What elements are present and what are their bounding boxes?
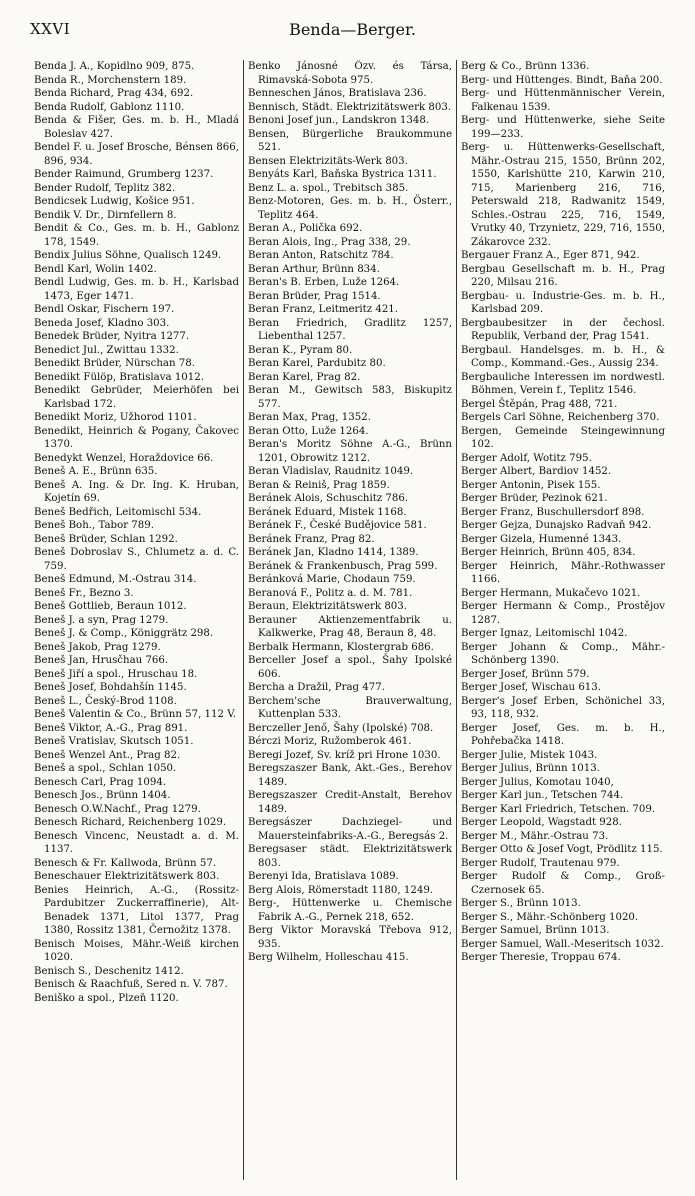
directory-entry: Berg-, Hüttenwerke u. Chemische Fabrik A.-G., Pernek 218, 652. bbox=[248, 898, 452, 923]
directory-entry: Beránková Marie, Chodaun 759. bbox=[248, 574, 416, 585]
directory-entry: Berger Josef, Ges. m. b. H., Pohřebačka 1418. bbox=[461, 722, 665, 747]
directory-entry: Beneš Bedřich, Leitomischl 534. bbox=[34, 506, 202, 518]
directory-entry: Benedikt Moriz, Užhorod 1101. bbox=[34, 412, 197, 423]
page-number: XXVI bbox=[30, 20, 71, 38]
directory-entry: Beneš Josef, Bohdahšín 1145. bbox=[34, 682, 187, 693]
directory-entry: Berger Heinrich, Brünn 405, 834. bbox=[461, 547, 636, 558]
directory-entry: Berger Gizela, Humenné 1343. bbox=[461, 533, 622, 545]
directory-entry: Beran & Reiniš, Prag 1859. bbox=[248, 479, 390, 491]
directory-entry: Berger Antonin, Pisek 155. bbox=[461, 479, 601, 491]
directory-entry: Berczeller Jenő, Šahy (Ipolské) 708. bbox=[248, 722, 434, 734]
directory-entry: Berger Gejza, Dunajsko Radvaň 942. bbox=[461, 520, 652, 531]
directory-entry: Beneš a spol., Schlan 1050. bbox=[34, 763, 177, 774]
directory-entry: Bercha a Dražil, Prag 477. bbox=[248, 682, 385, 693]
directory-entry: Berger's Josef Erben, Schönichel 33, 93, 118, 932. bbox=[461, 695, 665, 720]
directory-entry: Berger Karl jun., Tetschen 744. bbox=[461, 790, 624, 801]
directory-entry: Bendl Oskar, Fischern 197. bbox=[34, 304, 175, 315]
directory-entry: Beránek Eduard, Mistek 1168. bbox=[248, 506, 407, 518]
page-header bbox=[28, 12, 677, 40]
directory-entry: Berger Leopold, Wagstadt 928. bbox=[461, 817, 622, 828]
directory-entry: Berger Adolf, Wotitz 795. bbox=[461, 452, 592, 464]
directory-entry: Berger Otto & Josef Vogt, Prödlitz 115. bbox=[461, 844, 663, 855]
directory-entry: Berg- und Hüttenges. Bindt, Baňa 200. bbox=[461, 74, 663, 86]
directory-entry: Berger Ignaz, Leitomischl 1042. bbox=[461, 628, 628, 639]
directory-entry: Berchem'sche Brauverwaltung, Kuttenplan 533. bbox=[248, 695, 452, 720]
directory-entry: Berg Alois, Römerstadt 1180, 1249. bbox=[248, 884, 434, 896]
directory-entry: Berger Albert, Bardiov 1452. bbox=[461, 466, 612, 477]
directory-entry: Beneš Jiří a spol., Hruschau 18. bbox=[34, 668, 198, 680]
directory-entry: Bergels Carl Söhne, Reichenberg 370. bbox=[461, 412, 660, 423]
directory-entry: Berenyi Ida, Bratislava 1089. bbox=[248, 871, 399, 882]
directory-entry: Beneš Gottlieb, Beraun 1012. bbox=[34, 601, 187, 612]
directory-entry: Benz L. a. spol., Trebitsch 385. bbox=[248, 182, 409, 194]
directory-entry: Beneda Josef, Kladno 303. bbox=[34, 317, 170, 329]
directory-entry: Bendl Karl, Wolin 1402. bbox=[34, 263, 157, 275]
directory-entry: Benies Heinrich, A.-G., (Rossitz-Pardubitzer Zuckerraffinerie), Alt-Benadek 1371, Litol 1377, Prag 1380, Rossitz 1381, Černožitz 1378. bbox=[34, 884, 239, 936]
directory-entry: Berger Julius, Brünn 1013. bbox=[461, 763, 600, 774]
directory-entry: Beránek Alois, Schuschitz 786. bbox=[248, 493, 409, 504]
directory-entry: Berger S., Mähr.-Schönberg 1020. bbox=[461, 911, 639, 923]
directory-entry: Benneschen János, Bratislava 236. bbox=[248, 88, 427, 99]
directory-entry: Benesch Vincenc, Neustadt a. d. M. 1137. bbox=[34, 830, 239, 855]
directory-entry: Berger Samuel, Wall.-Meseritsch 1032. bbox=[461, 938, 664, 950]
directory-entry: Beneš A. E., Brünn 635. bbox=[34, 466, 158, 477]
directory-entry: Beneš Valentin & Co., Brünn 57, 112 V. bbox=[34, 709, 237, 720]
directory-entry: Berger Rudolf, Trautenau 979. bbox=[461, 857, 620, 869]
directory-entry: Berg- u. Hüttenwerks-Gesellschaft, Mähr.-Ostrau 215, 1550, Brünn 202, 1550, Karlshütte 210, Karwin 210, 715, Marienberg 216, 716, Peterswald 218, Radwanitz 1549, Schles.-Ostrau 225, 716, 1549, Vrutky 40, Trzynietz, 229, 716, 1550, Zákarovce 232. bbox=[461, 142, 665, 248]
directory-entry: Benedikt Fülöp, Bratislava 1012. bbox=[34, 371, 204, 383]
directory-entry: Bergbauliche Interessen im nordwestl. Böhmen, Verein f., Teplitz 1546. bbox=[461, 371, 665, 396]
directory-entry: Berger Julius, Komotau 1040, bbox=[461, 776, 614, 788]
directory-entry: Beniško a spol., Plzeň 1120. bbox=[34, 992, 179, 1004]
directory-entry: Benedikt Gebrüder, Meierhöfen bei Karlsbad 172. bbox=[34, 385, 239, 410]
directory-entry: Benedek Brüder, Nyitra 1277. bbox=[34, 331, 190, 342]
directory-entry: Beran Alois, Ing., Prag 338, 29. bbox=[248, 236, 411, 248]
directory-entry: Beranová F., Politz a. d. M. 781. bbox=[248, 587, 413, 599]
directory-entry: Bensen Elektrizitäts-Werk 803. bbox=[248, 155, 408, 167]
directory-entry: Bendel F. u. Josef Brosche, Bénsen 866, 896, 934. bbox=[34, 142, 239, 167]
directory-entry: Benda R., Morchenstern 189. bbox=[34, 74, 187, 86]
directory-entry: Beran Anton, Ratschitz 784. bbox=[248, 250, 394, 261]
directory-entry: Beran Karel, Prag 82. bbox=[248, 371, 361, 383]
directory-entry: Beran K., Pyram 80. bbox=[248, 344, 353, 356]
directory-entry: Bergen, Gemeinde Steingewinnung 102. bbox=[461, 425, 665, 450]
directory-entry: Berger S., Brünn 1013. bbox=[461, 898, 581, 909]
directory-entry: Berger Josef, Wischau 613. bbox=[461, 682, 602, 693]
column-3 bbox=[456, 60, 669, 1180]
directory-entry: Benisch Moises, Mähr.-Weiß kirchen 1020. bbox=[34, 938, 239, 963]
directory-entry: Bendl Ludwig, Ges. m. b. H., Karlsbad 1473, Eger 1471. bbox=[34, 277, 239, 302]
directory-entry: Beran Brüder, Prag 1514. bbox=[248, 290, 381, 302]
directory-entry: Berbalk Hermann, Klostergrab 686. bbox=[248, 641, 434, 653]
directory-entry: Beneš Viktor, A.-G., Prag 891. bbox=[34, 722, 188, 734]
directory-entry: Bendit & Co., Ges. m. b. H., Gablonz 178, 1549. bbox=[34, 223, 239, 248]
directory-entry: Beneš A. Ing. & Dr. Ing. K. Hruban, Kojetín 69. bbox=[34, 479, 239, 504]
directory-entry: Berger Julie, Mistek 1043. bbox=[461, 749, 598, 761]
directory-entry: Bergauer Franz A., Eger 871, 942. bbox=[461, 250, 640, 261]
directory-entry: Beránek F., České Budějovice 581. bbox=[248, 520, 427, 531]
directory-entry: Beran Max, Prag, 1352. bbox=[248, 412, 371, 423]
directory-entry: Beran Karel, Pardubitz 80. bbox=[248, 358, 386, 369]
directory-entry: Beneš Fr., Bezno 3. bbox=[34, 587, 134, 599]
directory-entry: Beneš Vratislav, Skutsch 1051. bbox=[34, 736, 194, 747]
directory-entry: Berg Wilhelm, Holleschau 415. bbox=[248, 952, 409, 963]
directory-entry: Bergbau Gesellschaft m. b. H., Prag 220, Milsau 216. bbox=[461, 263, 665, 288]
directory-entry: Beran Vladislav, Raudnitz 1049. bbox=[248, 466, 414, 477]
directory-entry: Berger Samuel, Brünn 1013. bbox=[461, 925, 610, 936]
directory-entry: Bergel Štěpán, Prag 488, 721. bbox=[461, 398, 618, 410]
directory-entry: Benedikt, Heinrich & Pogany, Čakovec 1370. bbox=[34, 425, 239, 450]
directory-entry: Beránek Franz, Prag 82. bbox=[248, 533, 375, 545]
directory-entry: Benesch & Fr. Kallwoda, Brünn 57. bbox=[34, 857, 217, 869]
directory-entry: Benyáts Karl, Baňska Bystrica 1311. bbox=[248, 169, 437, 180]
directory-entry: Berger Brüder, Pezinok 621. bbox=[461, 493, 608, 504]
directory-entry: Beneš Jakob, Prag 1279. bbox=[34, 641, 161, 653]
directory-entry: Bergbaubesitzer in der čechosl. Republik, Verband der, Prag 1541. bbox=[461, 317, 665, 342]
directory-entry: Bendicsek Ludwig, Košice 951. bbox=[34, 196, 195, 207]
directory-entry: Berg- und Hüttenwerke, siehe Seite 199—233. bbox=[461, 115, 665, 140]
directory-entry: Berger Theresie, Troppau 674. bbox=[461, 952, 621, 963]
running-title: Benda—Berger. bbox=[289, 20, 416, 39]
directory-entry: Beregszaszer Bank, Akt.-Ges., Berehov 1489. bbox=[248, 763, 452, 788]
directory-entry: Beneš L., Český-Brod 1108. bbox=[34, 695, 177, 707]
directory-entry: Beránek Jan, Kladno 1414, 1389. bbox=[248, 547, 419, 558]
directory-columns bbox=[30, 60, 670, 1180]
directory-entry: Beneš Dobroslav S., Chlumetz a. d. C. 759. bbox=[34, 547, 239, 572]
directory-entry: Bensen, Bürgerliche Braukommune 521. bbox=[248, 128, 452, 153]
directory-entry: Benesch Jos., Brünn 1404. bbox=[34, 790, 171, 801]
directory-entry: Berg- und Hüttenmännischer Verein, Falkenau 1539. bbox=[461, 88, 665, 113]
directory-entry: Beran Otto, Luže 1264. bbox=[248, 425, 369, 437]
directory-entry: Benoni Josef jun., Landskron 1348. bbox=[248, 115, 430, 126]
directory-entry: Bérczi Moriz, Ružomberok 461. bbox=[248, 736, 412, 747]
directory-entry: Bender Rudolf, Teplitz 382. bbox=[34, 182, 176, 194]
directory-entry: Berg Viktor Moravská Třebova 912, 935. bbox=[248, 925, 452, 950]
directory-entry: Benedict Jul., Zwittau 1332. bbox=[34, 344, 179, 356]
directory-entry: Benz-Motoren, Ges. m. b. H., Österr., Teplitz 464. bbox=[248, 196, 452, 221]
directory-entry: Bergbaul. Handelsges. m. b. H., & Comp., Kommand.-Ges., Aussig 234. bbox=[461, 344, 665, 369]
directory-entry: Berger Hermann, Mukačevo 1021. bbox=[461, 587, 641, 599]
directory-entry: Berger Josef, Brünn 579. bbox=[461, 668, 590, 680]
directory-entry: Beneš Edmund, M.-Ostrau 314. bbox=[34, 574, 197, 585]
directory-entry: Benedykt Wenzel, Horaždovice 66. bbox=[34, 452, 214, 464]
directory-entry: Benda Rudolf, Gablonz 1110. bbox=[34, 101, 185, 113]
directory-entry: Beneschauer Elektrizitätswerk 803. bbox=[34, 871, 220, 882]
directory-entry: Bendik V. Dr., Dirnfellern 8. bbox=[34, 209, 177, 221]
directory-entry: Benedikt Brüder, Nürschan 78. bbox=[34, 358, 195, 369]
directory-entry: Benko Jánosné Özv. és Társa, Rimavská-Sobota 975. bbox=[248, 61, 452, 86]
directory-entry: Beregsaser städt. Elektrizitätswerk 803. bbox=[248, 844, 452, 869]
directory-entry: Beran M., Gewitsch 583, Biskupitz 577. bbox=[248, 385, 452, 410]
directory-entry: Benda & Fišer, Ges. m. b. H., Mladá Boleslav 427. bbox=[34, 115, 239, 140]
directory-entry: Berceller Josef a spol., Šahy Ipolské 606. bbox=[248, 655, 452, 680]
directory-entry: Berger Heinrich, Mähr.-Rothwasser 1166. bbox=[461, 560, 665, 585]
directory-entry: Benesch Carl, Prag 1094. bbox=[34, 776, 167, 788]
directory-entry: Beneš Wenzel Ant., Prag 82. bbox=[34, 749, 181, 761]
directory-entry: Beran Friedrich, Gradlitz 1257, Liebenthal 1257. bbox=[248, 317, 452, 342]
directory-entry: Berg & Co., Brünn 1336. bbox=[461, 61, 590, 72]
column-1 bbox=[30, 60, 243, 1180]
directory-entry: Beneš Boh., Tabor 789. bbox=[34, 520, 154, 531]
directory-entry: Bergbau- u. Industrie-Ges. m. b. H., Karlsbad 209. bbox=[461, 290, 665, 315]
directory-entry: Berger Karl Friedrich, Tetschen. 709. bbox=[461, 803, 656, 815]
directory-entry: Benda Richard, Prag 434, 692. bbox=[34, 88, 194, 99]
directory-entry: Berger Johann & Comp., Mähr.-Schönberg 1390. bbox=[461, 641, 665, 666]
directory-entry: Benda J. A., Kopidlno 909, 875. bbox=[34, 61, 195, 72]
directory-entry: Beránek & Frankenbusch, Prag 599. bbox=[248, 560, 438, 572]
directory-entry: Bender Raimund, Grumberg 1237. bbox=[34, 169, 214, 180]
directory-entry: Berger Franz, Buschullersdorf 898. bbox=[461, 506, 645, 518]
directory-entry: Beraun, Elektrizitätswerk 803. bbox=[248, 601, 408, 612]
directory-entry: Beregi Jozef, Sv. kríž pri Hrone 1030. bbox=[248, 749, 441, 761]
directory-entry: Beneš Jan, Hrusčhau 766. bbox=[34, 655, 169, 666]
directory-entry: Benesch O.W.Nachf., Prag 1279. bbox=[34, 803, 201, 815]
directory-entry: Berger M., Mähr.-Ostrau 73. bbox=[461, 830, 609, 842]
directory-entry: Beneš J. & Comp., Königgrätz 298. bbox=[34, 628, 214, 639]
directory-entry: Beneš Brüder, Schlan 1292. bbox=[34, 533, 178, 545]
directory-entry: Beran A., Polička 692. bbox=[248, 223, 363, 234]
directory-entry: Beran's Moritz Söhne A.-G., Brünn 1201, Obrowitz 1212. bbox=[248, 439, 452, 464]
column-2 bbox=[243, 60, 456, 1180]
directory-entry: Benisch & Raachfuß, Sered n. V. 787. bbox=[34, 979, 228, 990]
directory-entry: Beran Franz, Leitmeritz 421. bbox=[248, 304, 399, 315]
directory-entry: Berger Hermann & Comp., Prostějov 1287. bbox=[461, 601, 665, 626]
directory-entry: Benesch Richard, Reichenberg 1029. bbox=[34, 817, 227, 828]
directory-entry: Beran Arthur, Brünn 834. bbox=[248, 263, 380, 275]
directory-entry: Beran's B. Erben, Luže 1264. bbox=[248, 277, 400, 288]
directory-entry: Beregsászer Dachziegel- und Mauersteinfabriks-A.-G., Beregsás 2. bbox=[248, 817, 452, 842]
directory-entry: Beneš J. a syn, Prag 1279. bbox=[34, 614, 169, 626]
directory-entry: Bennisch, Städt. Elektrizitätswerk 803. bbox=[248, 101, 452, 113]
directory-entry: Berauner Aktienzementfabrik u. Kalkwerke, Prag 48, Beraun 8, 48. bbox=[248, 614, 452, 639]
directory-entry: Berger Rudolf & Comp., Groß-Czernosek 65. bbox=[461, 871, 665, 896]
directory-entry: Benisch S., Deschenitz 1412. bbox=[34, 965, 184, 977]
directory-entry: Bendix Julius Söhne, Qualisch 1249. bbox=[34, 250, 222, 261]
directory-entry: Beregszaszer Credit-Anstalt, Berehov 1489. bbox=[248, 790, 452, 815]
